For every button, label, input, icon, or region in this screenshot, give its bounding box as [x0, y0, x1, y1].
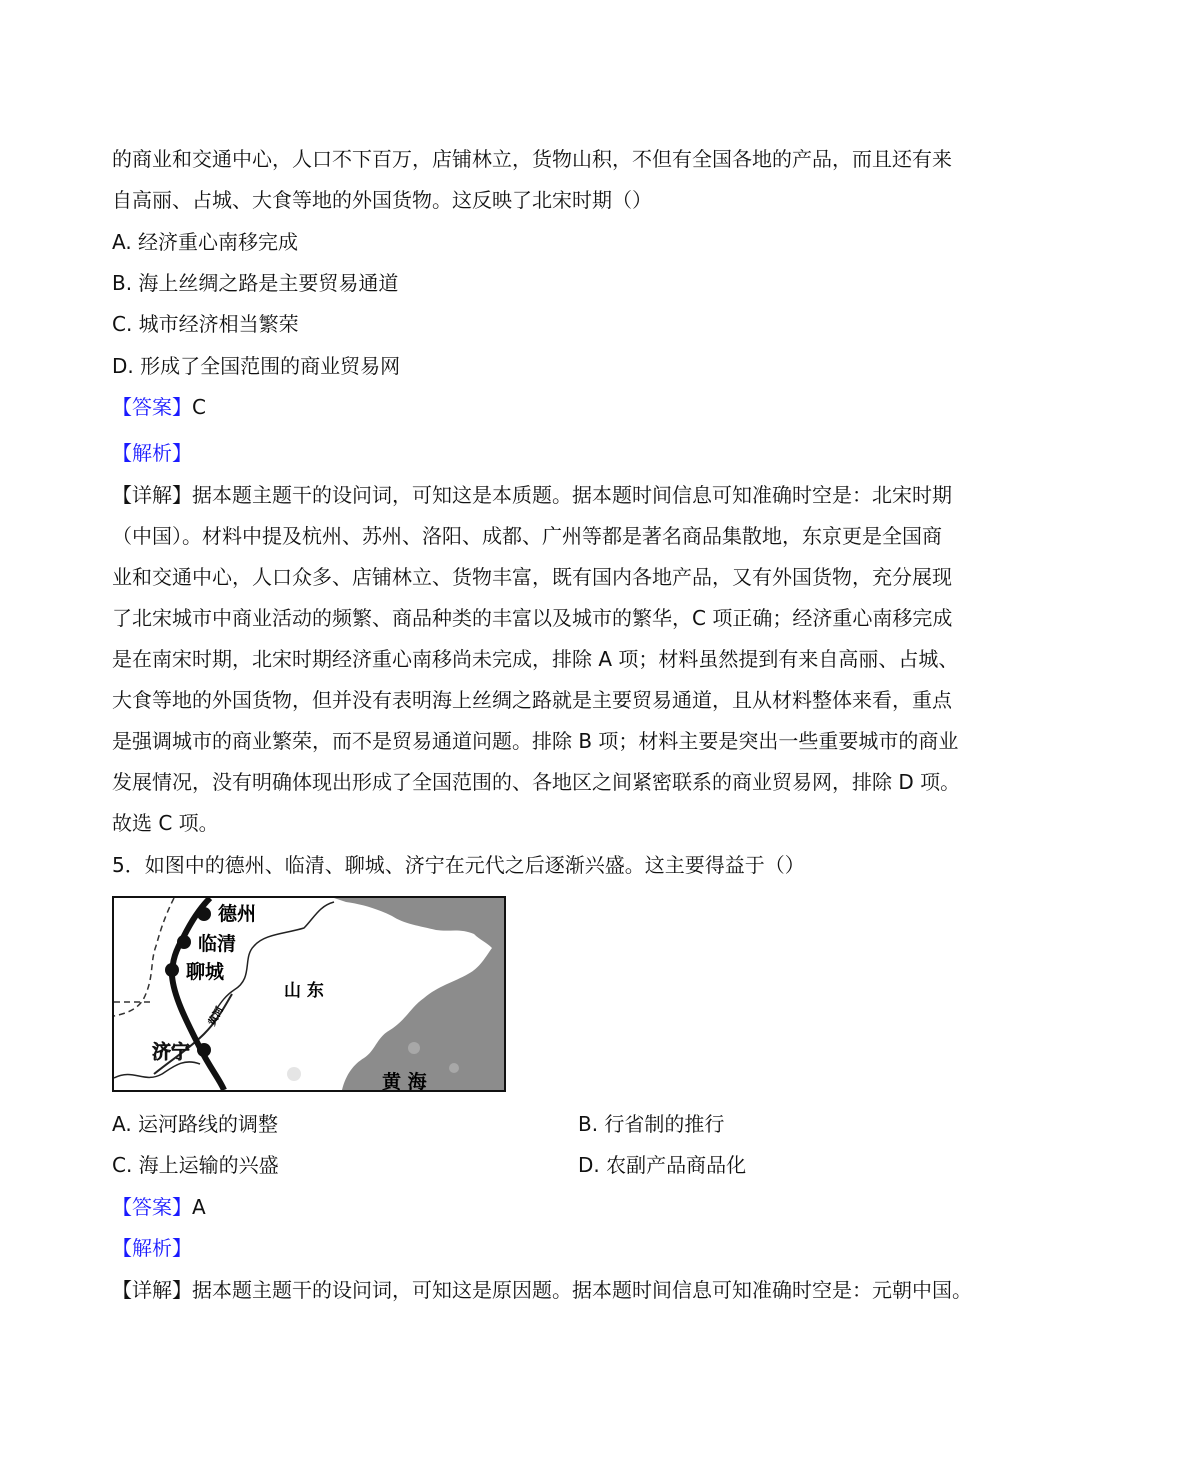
q5-option-d: D. 农副产品商品化 [578, 1153, 747, 1177]
city-marker-liaocheng [165, 963, 179, 977]
q5-option-c: C. 海上运输的兴盛 [112, 1153, 279, 1177]
old-route-dashed [114, 898, 174, 1016]
city-label-dezhou: 德州 [218, 903, 257, 925]
answer-value: C [192, 395, 206, 419]
q5-stem: 5．如图中的德州、临清、聊城、济宁在元代之后逐渐兴盛。这主要得益于（） [112, 853, 805, 877]
q4-detail-line-5: 是在南宋时期，北宋时期经济重心南移尚未完成，排除 A 项；材料虽然提到有来自高丽、占城、 [112, 647, 959, 671]
sea-label: 黄 海 [382, 1071, 427, 1090]
q5-answer [112, 1193, 206, 1221]
q4-detail-line-8: 发展情况，没有明确体现出形成了全国范围的、各地区之间紧密联系的商业贸易网，排除 D 项。 [112, 770, 961, 794]
q4-option-d: D. 形成了全国范围的商业贸易网 [112, 354, 401, 378]
land-texture [287, 1067, 301, 1081]
city-label-linqing: 临清 [198, 933, 237, 955]
province-label: 山 东 [284, 981, 324, 1001]
city-marker-dezhou [197, 907, 211, 921]
river-label: 黄河 [206, 1005, 226, 1028]
city-marker-jining [197, 1043, 211, 1057]
q4-detail-line-4: 了北宋城市中商业活动的频繁、商品种类的丰富以及城市的繁华，C 项正确；经济重心南移完成 [112, 606, 953, 630]
city-label-liaocheng: 聊城 [186, 961, 225, 983]
q4-stem-line-1: 的商业和交通中心，人口不下百万，店铺林立，货物山积，不但有全国各地的产品，而且还有来 [112, 147, 952, 171]
q4-detail-line-9: 故选 C 项。 [112, 811, 219, 835]
sea-texture [408, 1042, 420, 1054]
q4-option-a: A. 经济重心南移完成 [112, 230, 299, 254]
canal-map-svg [114, 898, 504, 1090]
q4-detail-line-7: 是强调城市的商业繁荣，而不是贸易通道问题。排除 B 项；材料主要是突出一些重要城市的商业 [112, 729, 959, 753]
coastline [114, 1062, 200, 1078]
sea-texture [449, 1063, 459, 1073]
answer-tag: 【答案】 [112, 395, 192, 419]
q5-detail: 【详解】据本题主题干的设问词，可知这是原因题。据本题时间信息可知准确时空是：元朝中国。 [112, 1278, 972, 1302]
q4-stem-line-2: 自高丽、占城、大食等地的外国货物。这反映了北宋时期（） [112, 188, 652, 212]
q5-analysis-tag: 【解析】 [112, 1236, 192, 1260]
q4-detail-line-1: 【详解】据本题主题干的设问词，可知这是本质题。据本题时间信息可知准确时空是：北宋时期 [112, 483, 952, 507]
q4-analysis-tag: 【解析】 [112, 441, 192, 465]
city-marker-linqing [177, 935, 191, 949]
q4-answer [112, 393, 206, 421]
canal-map [112, 896, 506, 1092]
q5-option-b: B. 行省制的推行 [578, 1112, 725, 1136]
answer-value: A [192, 1195, 206, 1219]
q5-option-a: A. 运河路线的调整 [112, 1112, 279, 1136]
q4-detail-line-3: 业和交通中心，人口众多、店铺林立、货物丰富，既有国内各地产品，又有外国货物，充分展现 [112, 565, 952, 589]
sea-area [334, 898, 504, 1090]
q4-detail-line-2: （中国）。材料中提及杭州、苏州、洛阳、成都、广州等都是著名商品集散地，东京更是全国商 [112, 524, 942, 548]
q4-option-b: B. 海上丝绸之路是主要贸易通道 [112, 271, 399, 295]
answer-tag: 【答案】 [112, 1195, 192, 1219]
city-label-jining: 济宁 [152, 1041, 191, 1063]
q4-detail-line-6: 大食等地的外国货物，但并没有表明海上丝绸之路就是主要贸易通道，且从材料整体来看，重点 [112, 688, 952, 712]
q4-option-c: C. 城市经济相当繁荣 [112, 312, 299, 336]
